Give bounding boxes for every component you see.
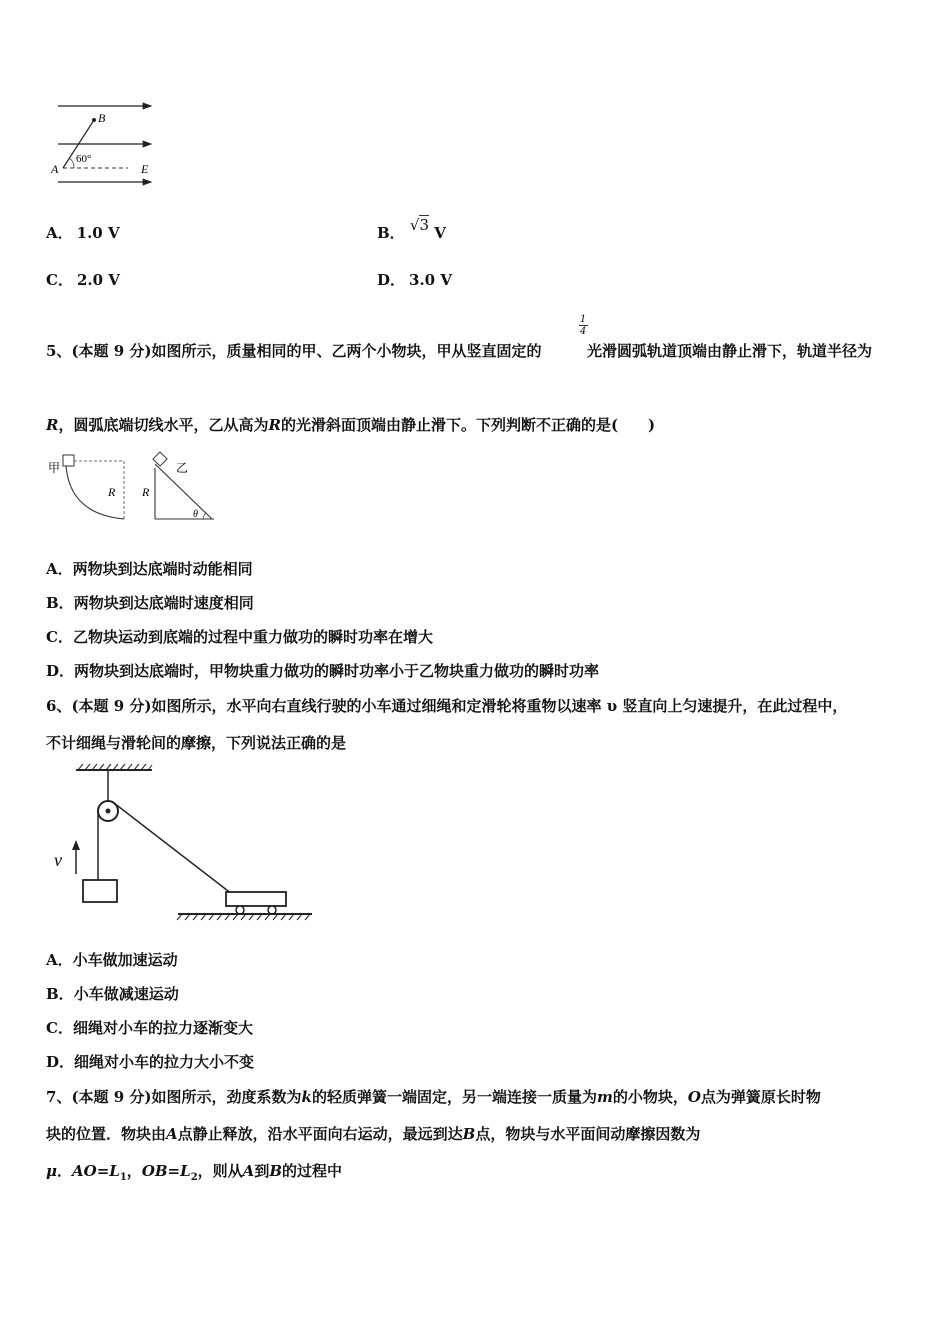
var-m: m [596,1088,613,1106]
subscript-2: 2 [190,1172,198,1183]
q7-stem-line3 [46,1161,342,1188]
option-letter: D． [46,662,75,680]
label-theta: θ [193,509,198,520]
option-unit: V [434,224,446,242]
q4-figure [48,96,208,186]
stem-text: 块的位置．物块由 [46,1125,167,1143]
q5-option-c [46,627,433,647]
q6-stem-line1 [46,696,847,716]
stem-text: ，圆弧底端切线水平，乙从高为 [58,416,269,434]
option-text: 细绳对小车的拉力大小不变 [74,1053,255,1071]
q5-figure [46,450,226,530]
var-b: B [269,1162,283,1180]
stem-text: 如图所示，质量相同的甲、乙两个小物块，甲从竖直固定的 [151,342,542,360]
option-text: 两物块到达底端时速度相同 [73,594,254,612]
q4-option-d [377,270,452,290]
subscript-1: 1 [119,1172,127,1183]
stem-text: 点，物块与水平面间动摩擦因数为 [475,1125,701,1143]
option-text: 2.0 V [76,271,120,289]
option-letter: B． [46,594,74,612]
q6-option-a [46,950,178,970]
stem-text: 点静止释放，沿水平面向右运动，最远到达 [177,1125,463,1143]
var-a: A [166,1125,178,1143]
q5-option-b [46,593,254,613]
fraction-denominator: 4 [579,326,587,337]
stem-text: 如图所示，水平向右直线行驶的小车通过细绳和定滑轮将重物以速率 υ 竖直向上匀速提升，在此过程中， [151,697,848,715]
stem-text: 到 [254,1162,270,1180]
option-text: 小车做加速运动 [72,951,178,969]
cart-wheel-left [236,906,244,914]
question-number: 6、 [46,697,72,715]
pulley-axle [106,809,111,814]
option-text: 小车做减速运动 [73,985,179,1003]
stem-text: ，则从 [197,1162,243,1180]
label-jia: 甲 [48,461,61,475]
quarter-fraction [577,314,589,337]
theta-arc [203,513,206,519]
q6-option-b [46,984,179,1004]
question-score: (本题 9 分) [71,697,152,715]
angle-arc [69,158,74,168]
option-letter: C． [46,1019,73,1037]
label-v: v [54,850,62,870]
label-r2: R [142,485,150,499]
sqrt-radicand: 3 [419,216,430,234]
stem-text: 的过程中 [282,1162,343,1180]
var-a: A [242,1162,255,1180]
var-o: O [687,1088,701,1106]
option-text: 两物块到达底端时，甲物块重力做功的瞬时功率小于乙物块重力做功的瞬时功率 [74,662,600,680]
option-text: 3.0 V [409,271,452,289]
label-angle: 60° [76,153,92,165]
stem-text: 的小物块， [612,1088,688,1106]
stem-text: 的光滑斜面顶端由静止滑下。下列判断不正确的是( ) [280,416,656,434]
label-a: A [51,162,59,176]
q4-option-a [46,223,120,243]
cart-wheel-right [268,906,276,914]
label-b: B [98,111,106,125]
option-text: 乙物块运动到底端的过程中重力做功的瞬时功率在增大 [72,628,433,646]
stem-text: 的轻质弹簧一端固定，另一端连接一质量为 [311,1088,597,1106]
rope-slant [114,803,232,894]
var-r: R [46,416,59,434]
hanging-weight [83,880,117,902]
stem-text: 如图所示，劲度系数为 [151,1088,302,1106]
q6-option-c [46,1018,253,1038]
q6-option-d [46,1052,254,1072]
q6-figure [48,764,318,924]
stem-text: ． [56,1162,72,1180]
question-number: 7、 [46,1088,72,1106]
question-number: 5、 [46,342,72,360]
option-letter: D． [46,1053,75,1071]
point-b [92,118,96,122]
var-b: B [462,1125,476,1143]
option-letter: B． [377,224,405,242]
stem-text: 光滑圆弧轨道顶端由静止滑下，轨道半径为 [587,342,873,360]
option-text: 两物块到达底端时动能相同 [72,560,253,578]
q7-stem-line1 [46,1087,821,1107]
option-letter: A． [46,224,73,242]
q4-option-c [46,270,120,290]
stem-text: 不计细绳与滑轮间的摩擦，下列说法正确的是 [46,734,347,752]
option-letter: C． [46,271,73,289]
question-score: (本题 9 分) [71,342,152,360]
q5-option-d [46,661,599,681]
option-letter: A． [46,951,73,969]
sqrt-symbol: √ [409,216,420,234]
option-letter: C． [46,628,73,646]
var-ao: AO=L [72,1162,120,1180]
option-letter: D． [377,271,406,289]
q5-stem-line1 [46,341,542,361]
option-letter: B． [46,985,74,1003]
var-k: k [301,1088,312,1106]
question-score: (本题 9 分) [71,1088,152,1106]
stem-text: 点为弹簧原长时物 [700,1088,821,1106]
option-text: 1.0 V [76,224,120,242]
q5-stem-line1-cont [587,341,872,361]
q7-stem-line2 [46,1124,700,1144]
block-jia [63,455,74,466]
q6-stem-line2 [46,733,346,753]
var-ob: OB=L [141,1162,191,1180]
label-yi: 乙 [176,461,189,475]
var-r: R [268,416,281,434]
q5-option-a [46,559,253,579]
fraction-numerator: 1 [579,314,587,325]
cart-body [226,892,286,906]
stem-text: ， [126,1162,142,1180]
q5-stem-line2 [46,415,655,435]
option-text: 细绳对小车的拉力逐渐变大 [72,1019,253,1037]
label-r1: R [108,485,116,499]
q4-option-b [377,216,446,243]
option-letter: A． [46,560,73,578]
label-e: E [141,162,149,176]
velocity-arrowhead [72,840,80,850]
var-mu: μ [46,1162,57,1180]
